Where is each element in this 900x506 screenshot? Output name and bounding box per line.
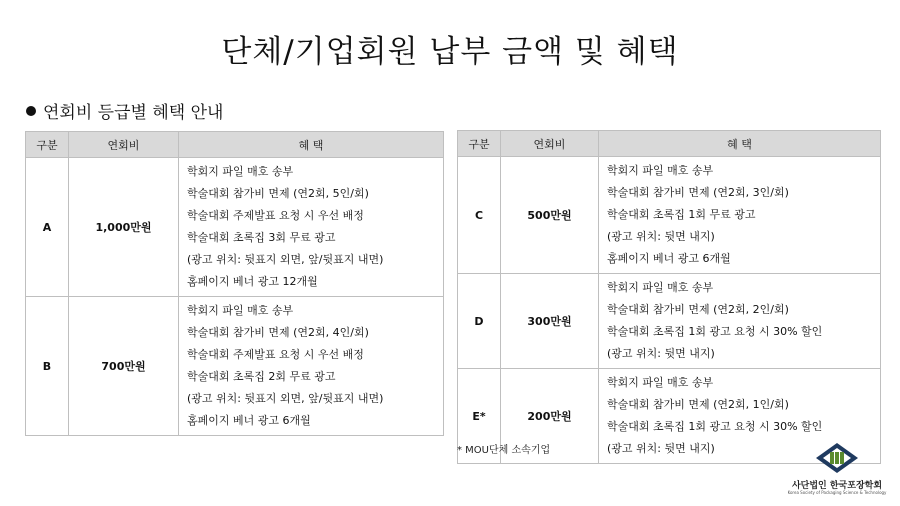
column-header-fee: 연회비 bbox=[69, 132, 179, 158]
benefits-cell bbox=[179, 297, 444, 436]
bullet-icon bbox=[26, 106, 36, 116]
benefit-item: (광고 위치: 뒷표지 외면, 앞/뒷표지 내면) bbox=[187, 392, 384, 405]
benefits-cell bbox=[599, 157, 881, 274]
footnote: * MOU단체 소속기업 bbox=[457, 445, 551, 456]
column-header-fee: 연회비 bbox=[501, 131, 599, 157]
benefit-item: 홈페이지 베너 광고 6개월 bbox=[607, 252, 731, 265]
fee-cell: 700만원 bbox=[69, 297, 179, 436]
benefit-item: 학회지 파일 매호 송부 bbox=[607, 164, 714, 177]
benefit-item: (광고 위치: 뒷표지 외면, 앞/뒷표지 내면) bbox=[187, 253, 384, 266]
benefit-item: 학술대회 참가비 면제 (연2회, 5인/회) bbox=[187, 187, 369, 200]
benefit-item: 학술대회 참가비 면제 (연2회, 3인/회) bbox=[607, 186, 789, 199]
fee-cell: 500만원 bbox=[501, 157, 599, 274]
page-title: 단체/기업회원 납부 금액 및 혜택 bbox=[221, 34, 679, 70]
benefit-item: 학술대회 초록집 1회 광고 요청 시 30% 할인 bbox=[607, 420, 823, 433]
fee-table-right bbox=[457, 130, 881, 464]
benefit-item: 학술대회 주제발표 요청 시 우선 배정 bbox=[187, 209, 364, 222]
benefit-item: 학술대회 초록집 3회 무료 광고 bbox=[187, 231, 336, 244]
fee-table-left bbox=[25, 131, 444, 436]
table-header-row bbox=[458, 131, 881, 157]
benefit-item: 홈페이지 베너 광고 12개월 bbox=[187, 275, 318, 288]
benefit-item: 학술대회 참가비 면제 (연2회, 4인/회) bbox=[187, 326, 369, 339]
fee-cell: 1,000만원 bbox=[69, 158, 179, 297]
benefit-item: 학술대회 초록집 2회 무료 광고 bbox=[187, 370, 336, 383]
benefit-item: 학술대회 주제발표 요청 시 우선 배정 bbox=[187, 348, 364, 361]
section-heading bbox=[26, 98, 223, 123]
fee-cell: 200만원 bbox=[501, 369, 599, 464]
benefit-item: (광고 위치: 뒷면 내지) bbox=[607, 230, 715, 243]
grade-cell: B bbox=[26, 297, 69, 436]
benefits-cell bbox=[599, 274, 881, 369]
benefit-item: 학회지 파일 매호 송부 bbox=[607, 281, 714, 294]
benefit-item: 학술대회 초록집 1회 광고 요청 시 30% 할인 bbox=[607, 325, 823, 338]
benefit-item: (광고 위치: 뒷면 내지) bbox=[607, 347, 715, 360]
society-name: 사단법인 한국포장학회 bbox=[791, 481, 883, 491]
table-row bbox=[458, 274, 881, 369]
benefit-item: 홈페이지 베너 광고 6개월 bbox=[187, 414, 311, 427]
grade-cell: C bbox=[458, 157, 501, 274]
column-header-grade: 구분 bbox=[26, 132, 69, 158]
table-row bbox=[26, 158, 444, 297]
benefit-item: 학회지 파일 매호 송부 bbox=[187, 304, 294, 317]
benefit-item: 학술대회 참가비 면제 (연2회, 1인/회) bbox=[607, 398, 789, 411]
column-header-grade: 구분 bbox=[458, 131, 501, 157]
column-header-benefits: 혜 택 bbox=[599, 131, 881, 157]
grade-cell: D bbox=[458, 274, 501, 369]
benefit-item: 학술대회 참가비 면제 (연2회, 2인/회) bbox=[607, 303, 789, 316]
column-header-benefits: 혜 택 bbox=[179, 132, 444, 158]
section-heading-text: 연회비 등급별 혜택 안내 bbox=[43, 103, 224, 123]
society-logo bbox=[782, 440, 892, 500]
table-row bbox=[26, 297, 444, 436]
benefits-cell bbox=[179, 158, 444, 297]
benefit-item: 학술대회 초록집 1회 무료 광고 bbox=[607, 208, 756, 221]
grade-cell: E* bbox=[458, 369, 501, 464]
grade-cell: A bbox=[26, 158, 69, 297]
benefit-item: 학회지 파일 매호 송부 bbox=[607, 376, 714, 389]
fee-cell: 300만원 bbox=[501, 274, 599, 369]
table-row bbox=[458, 157, 881, 274]
society-english-name: Korea Society of Packaging Science & Technology bbox=[787, 490, 887, 495]
society-logo-icon bbox=[808, 440, 866, 476]
benefit-item: (광고 위치: 뒷면 내지) bbox=[607, 442, 715, 455]
table-header-row bbox=[26, 132, 444, 158]
benefit-item: 학회지 파일 매호 송부 bbox=[187, 165, 294, 178]
